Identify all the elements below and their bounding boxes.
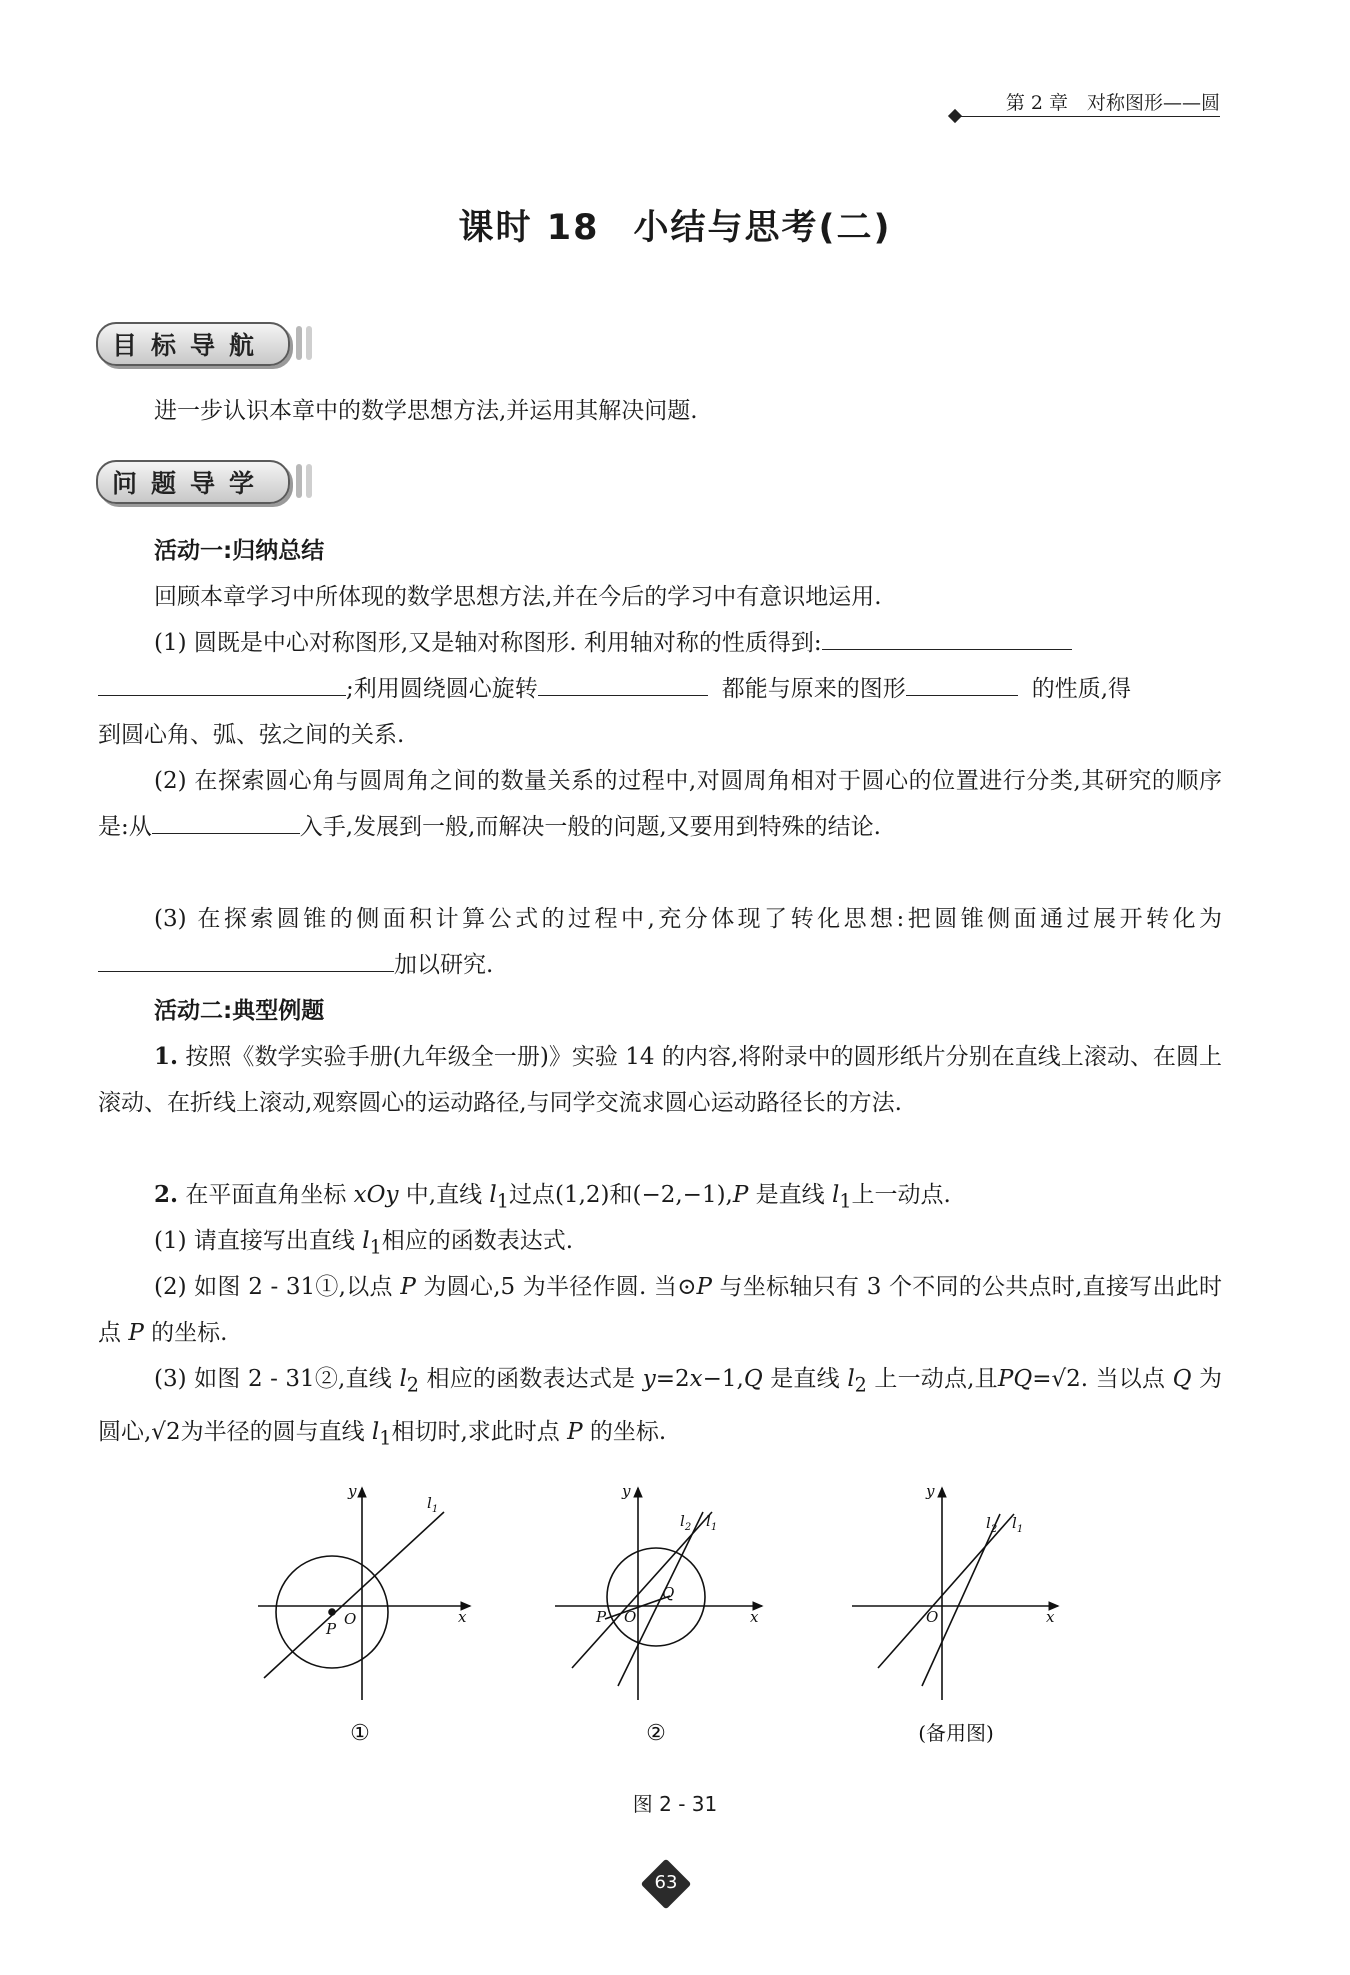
- fig2-l2-text: l: [680, 1512, 685, 1530]
- q2-3-text: =√2. 当以点: [1032, 1366, 1173, 1392]
- fig2-l1-text: l: [706, 1512, 711, 1530]
- activity2-heading-text: 活动二:典型例题: [154, 998, 325, 1024]
- fig2-p-label: P: [596, 1608, 607, 1626]
- q2-line-l1: l: [362, 1228, 370, 1254]
- fig1-x-label: x: [458, 1608, 467, 1626]
- fig3-x-label: x: [1046, 1608, 1055, 1626]
- q2-2-text: (2) 如图 2 - 31①,以点: [154, 1274, 401, 1300]
- q2-point-p: P: [567, 1418, 583, 1445]
- q2-point-q: Q: [1172, 1366, 1192, 1392]
- figure-2: [555, 1488, 762, 1700]
- fig2-q-label: Q: [662, 1584, 675, 1602]
- q2-1-text: (1) 请直接写出直线: [154, 1228, 363, 1254]
- chapter-title: 第 2 章 对称图形——圆: [1005, 92, 1220, 114]
- q2-3-text: 为圆心,√2为半径的圆与直线: [98, 1366, 1223, 1445]
- fig3-label: (备用图): [918, 1721, 994, 1745]
- fig2-origin-label: O: [624, 1608, 637, 1626]
- item1-text-b: ;利用圆绕圆心旋转: [346, 676, 538, 702]
- fig1-label: ①: [350, 1721, 370, 1746]
- q2-point-q: Q: [743, 1366, 763, 1392]
- fig1-point-p: [329, 1609, 335, 1615]
- q2-sub: 1: [379, 1426, 392, 1450]
- fig1-l1-text: l: [427, 1494, 432, 1512]
- fig2-l1-sub: 1: [710, 1522, 718, 1533]
- fig1-l1-sub: 1: [431, 1504, 439, 1515]
- fig2-circle-q: [607, 1548, 705, 1646]
- fig2-y-label: y: [622, 1482, 631, 1500]
- q2-text: 上一动点.: [851, 1182, 951, 1208]
- fig1-line-l1: [264, 1512, 444, 1678]
- lesson-topic: 小结与思考(二): [633, 208, 892, 248]
- fig2-l1-label: [706, 1512, 717, 1533]
- q2-line-l1: l: [831, 1182, 840, 1208]
- activity1-heading-text: 活动一:归纳总结: [154, 538, 325, 564]
- fig2-l2-sub: 2: [684, 1522, 692, 1533]
- q2-3-text: =2: [655, 1366, 690, 1392]
- q2-3-text: 是直线: [762, 1366, 848, 1392]
- q2-sub: 1: [839, 1189, 852, 1213]
- page-number-badge: [644, 1862, 688, 1906]
- q2-text: 中,直线: [398, 1182, 490, 1208]
- q2-2-text: 与坐标轴只有 3 个不同的公共点时,直接写出此时点: [98, 1274, 1222, 1346]
- fig3-l1-sub: 1: [1016, 1524, 1024, 1535]
- item1-text-c: 都能与原来的图形: [721, 676, 906, 702]
- q2-sub: 1: [496, 1189, 509, 1213]
- q2-3-text: 相应的函数表达式是: [419, 1366, 643, 1392]
- q2-text: 过点(1,2)和(−2,−1),: [508, 1182, 733, 1208]
- q2-text: 在平面直角坐标: [185, 1182, 354, 1208]
- goal-badge-label: 目标导航: [112, 331, 269, 360]
- guide-badge-label: 问题导学: [112, 469, 269, 498]
- q2-line-l2: l: [399, 1366, 407, 1392]
- fig3-l1-label: [1012, 1514, 1023, 1535]
- fig3-l2-sub: 2: [990, 1524, 998, 1535]
- fig3-y-label: y: [926, 1482, 935, 1500]
- fig1-p-label: P: [326, 1620, 337, 1638]
- q2-2-text: 为圆心,5 为半径作圆. 当⊙: [415, 1274, 697, 1300]
- item3-text-a: (3) 在探索圆锥的侧面积计算公式的过程中,充分体现了转化思想:把圆锥侧面通过展开转化为: [154, 906, 1222, 932]
- q2-2-text: 的坐标.: [143, 1320, 228, 1346]
- q2-point-p: P: [128, 1320, 144, 1346]
- item1-text-a: (1) 圆既是中心对称图形,又是轴对称图形. 利用轴对称的性质得到:: [154, 630, 822, 656]
- fig3-l2-label: [986, 1514, 997, 1535]
- fig2-label: ②: [646, 1721, 666, 1746]
- q2-point-p: P: [400, 1274, 416, 1300]
- q2-1-text: 相应的函数表达式.: [381, 1228, 574, 1254]
- q2-var-y: y: [642, 1366, 656, 1392]
- item2-text-a: (2) 在探索圆心角与圆周角之间的数量关系的过程中,对圆周角相对于圆心的位置进行分类,其研究的顺序是:从: [98, 768, 1222, 840]
- q2-point-p: P: [696, 1274, 712, 1300]
- q2-text: 是直线: [748, 1182, 832, 1208]
- fig3-line-l1: [878, 1514, 1014, 1668]
- q2-3-text: 相切时,求此时点: [391, 1418, 568, 1445]
- item1-text-d: 的性质,得: [1031, 676, 1132, 702]
- q2-sub: 2: [854, 1373, 867, 1397]
- fig1-y-label: y: [348, 1482, 357, 1500]
- activity1-intro: 回顾本章学习中所体现的数学思想方法,并在今后的学习中有意识地运用.: [154, 584, 882, 610]
- q2-sub: 1: [369, 1235, 382, 1259]
- q2-3-text: −1,: [702, 1366, 744, 1392]
- q2-line-l1: l: [371, 1418, 380, 1445]
- item1-text-e: 到圆心角、弧、弦之间的关系.: [98, 722, 405, 748]
- q2-line-l2: l: [847, 1366, 855, 1392]
- q2-sub: 2: [406, 1373, 419, 1397]
- q2-segment-pq: PQ: [997, 1366, 1033, 1392]
- q2-line-l1: l: [489, 1182, 497, 1208]
- q2-3-text: 上一动点,且: [866, 1366, 998, 1392]
- fig3-l1-text: l: [1012, 1514, 1017, 1532]
- q2-3-text: (3) 如图 2 - 31②,直线: [154, 1366, 400, 1392]
- figure-1: [258, 1488, 470, 1700]
- q2-var-x: x: [689, 1366, 703, 1392]
- q2-point-p: P: [732, 1182, 749, 1208]
- q2-coord-system: xOy: [353, 1182, 399, 1208]
- fig1-l1-label: [427, 1494, 438, 1515]
- lesson-number: 课时 18: [458, 208, 600, 248]
- question-2-number: 2.: [154, 1181, 179, 1208]
- item2-text-b: 入手,发展到一般,而解决一般的问题,又要用到特殊的结论.: [299, 814, 881, 840]
- fig2-x-label: x: [750, 1608, 759, 1626]
- goal-text: 进一步认识本章中的数学思想方法,并运用其解决问题.: [154, 398, 698, 424]
- fig3-l2-text: l: [986, 1514, 991, 1532]
- fig1-origin-label: O: [344, 1610, 357, 1628]
- fig2-l2-label: [680, 1512, 691, 1533]
- page-number: 63: [654, 1872, 678, 1893]
- figure-caption: 图 2 - 31: [632, 1792, 718, 1816]
- fig3-origin-label: O: [926, 1608, 939, 1626]
- figure-3: [852, 1488, 1058, 1700]
- question-1-number: 1.: [154, 1043, 179, 1070]
- item3-text-b: 加以研究.: [394, 952, 494, 978]
- fig3-line-l2: [922, 1514, 1000, 1686]
- q2-3-text: 的坐标.: [582, 1418, 667, 1445]
- question-1-text: 按照《数学实验手册(九年级全一册)》实验 14 的内容,将附录中的圆形纸片分别在直线上滚动、在圆上滚动、在折线上滚动,观察圆心的运动路径,与同学交流求圆心运动路径长的方法.: [98, 1044, 1222, 1116]
